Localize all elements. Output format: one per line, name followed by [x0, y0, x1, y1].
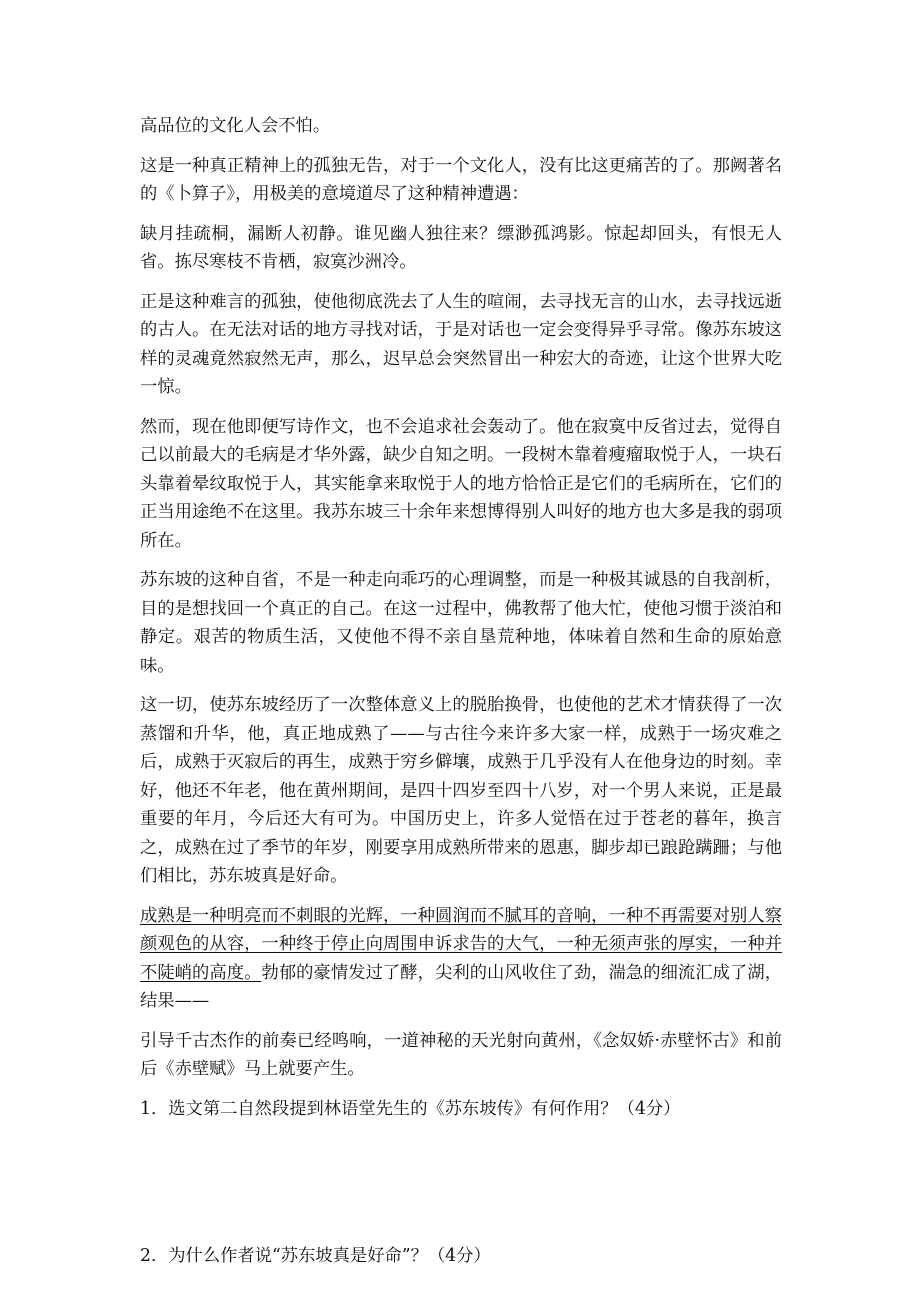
- paragraph-5: 然而，现在他即便写诗作文，也不会追求社会轰动了。他在寂寞中反省过去，觉得自己以前最大的毛病是才华外露，缺少自知之明。一段树木靠着瘦瘤取悦于人，一块石头靠着晕纹取悦于人，其实能拿来取悦于人的地方恰恰正是它们的毛病所在，它们的正当用途绝不在这里。我苏东坡三十余年来想博得别人叫好的地方也大多是我的弱项所在。: [140, 416, 782, 551]
- paragraph-2: 这是一种真正精神上的孤独无告，对于一个文化人，没有比这更痛苦的了。那阙著名的《卜算子》，用极美的意境道尽了这种精神遭遇：: [140, 155, 782, 204]
- poem-paragraph: 缺月挂疏桐，漏断人初静。谁见幽人独往来？缥渺孤鸿影。惊起却回头，有恨无人省。拣尽寒枝不肯栖，寂寞沙洲冷。: [140, 223, 782, 272]
- underlined-text: 成熟是一种明亮而不刺眼的光辉，一种圆润而不腻耳的音响，一种不再需要对别人察颜观色的从容，一种终于停止向周围申诉求告的大气，一种无须声张的厚实，一种并不陡峭的高度。: [140, 905, 782, 983]
- answer-space-1: [140, 1134, 782, 1242]
- underlined-paragraph: [140, 902, 782, 1016]
- paragraph-rest-text: 勃郁的豪情发过了酵，尖利的山风收住了劲，湍急的细流汇成了湖，结果——: [140, 962, 782, 1011]
- paragraph-7: 这一切，使苏东坡经历了一次整体意义上的脱胎换骨，也使他的艺术才情获得了一次蒸馏和升华，他，真正地成熟了——与古往今来许多大家一样，成熟于一场灾难之后，成熟于灭寂后的再生，成熟于穷乡僻壤，成熟于几乎没有人在他身边的时刻。幸好，他还不年老，他在黄州期间，是四十四岁至四十八岁，对一个男人来说，正是最重要的年月，今后还大有可为。中国历史上，许多人觉悟在过于苍老的暮年，换言之，成熟在过了季节的年岁，刚要享用成熟所带来的恩惠，脚步却已踉跄蹒跚；与他们相比，苏东坡真是好命。: [140, 695, 782, 886]
- document-page: [140, 112, 782, 1282]
- paragraph-4: 正是这种难言的孤独，使他彻底洗去了人生的喧闹，去寻找无言的山水，去寻找远逝的古人。在无法对话的地方寻找对话，于是对话也一定会变得异乎寻常。像苏东坡这样的灵魂竟然寂然无声，那么，迟早总会突然冒出一种宏大的奇迹，让这个世界大吃一惊。: [140, 291, 782, 397]
- question-2: 2．为什么作者说“苏东坡真是好命”？（4分）: [140, 1246, 491, 1266]
- paragraph-1: 高品位的文化人会不怕。: [140, 116, 331, 136]
- final-paragraph: 引导千古杰作的前奏已经鸣响，一道神秘的天光射向黄州，《念奴娇·赤壁怀古》和前后《赤壁赋》马上就要产生。: [140, 1030, 782, 1079]
- paragraph-6: 苏东坡的这种自省，不是一种走向乖巧的心理调整，而是一种极其诚恳的自我剖析，目的是想找回一个真正的自己。在这一过程中，佛教帮了他大忙，使他习惯于淡泊和静定。艰苦的物质生活，又使他不得不亲自垦荒种地，体味着自然和生命的原始意味。: [140, 570, 782, 676]
- question-1: 1．选文第二自然段提到林语堂先生的《苏东坡传》有何作用？（4分）: [140, 1098, 681, 1119]
